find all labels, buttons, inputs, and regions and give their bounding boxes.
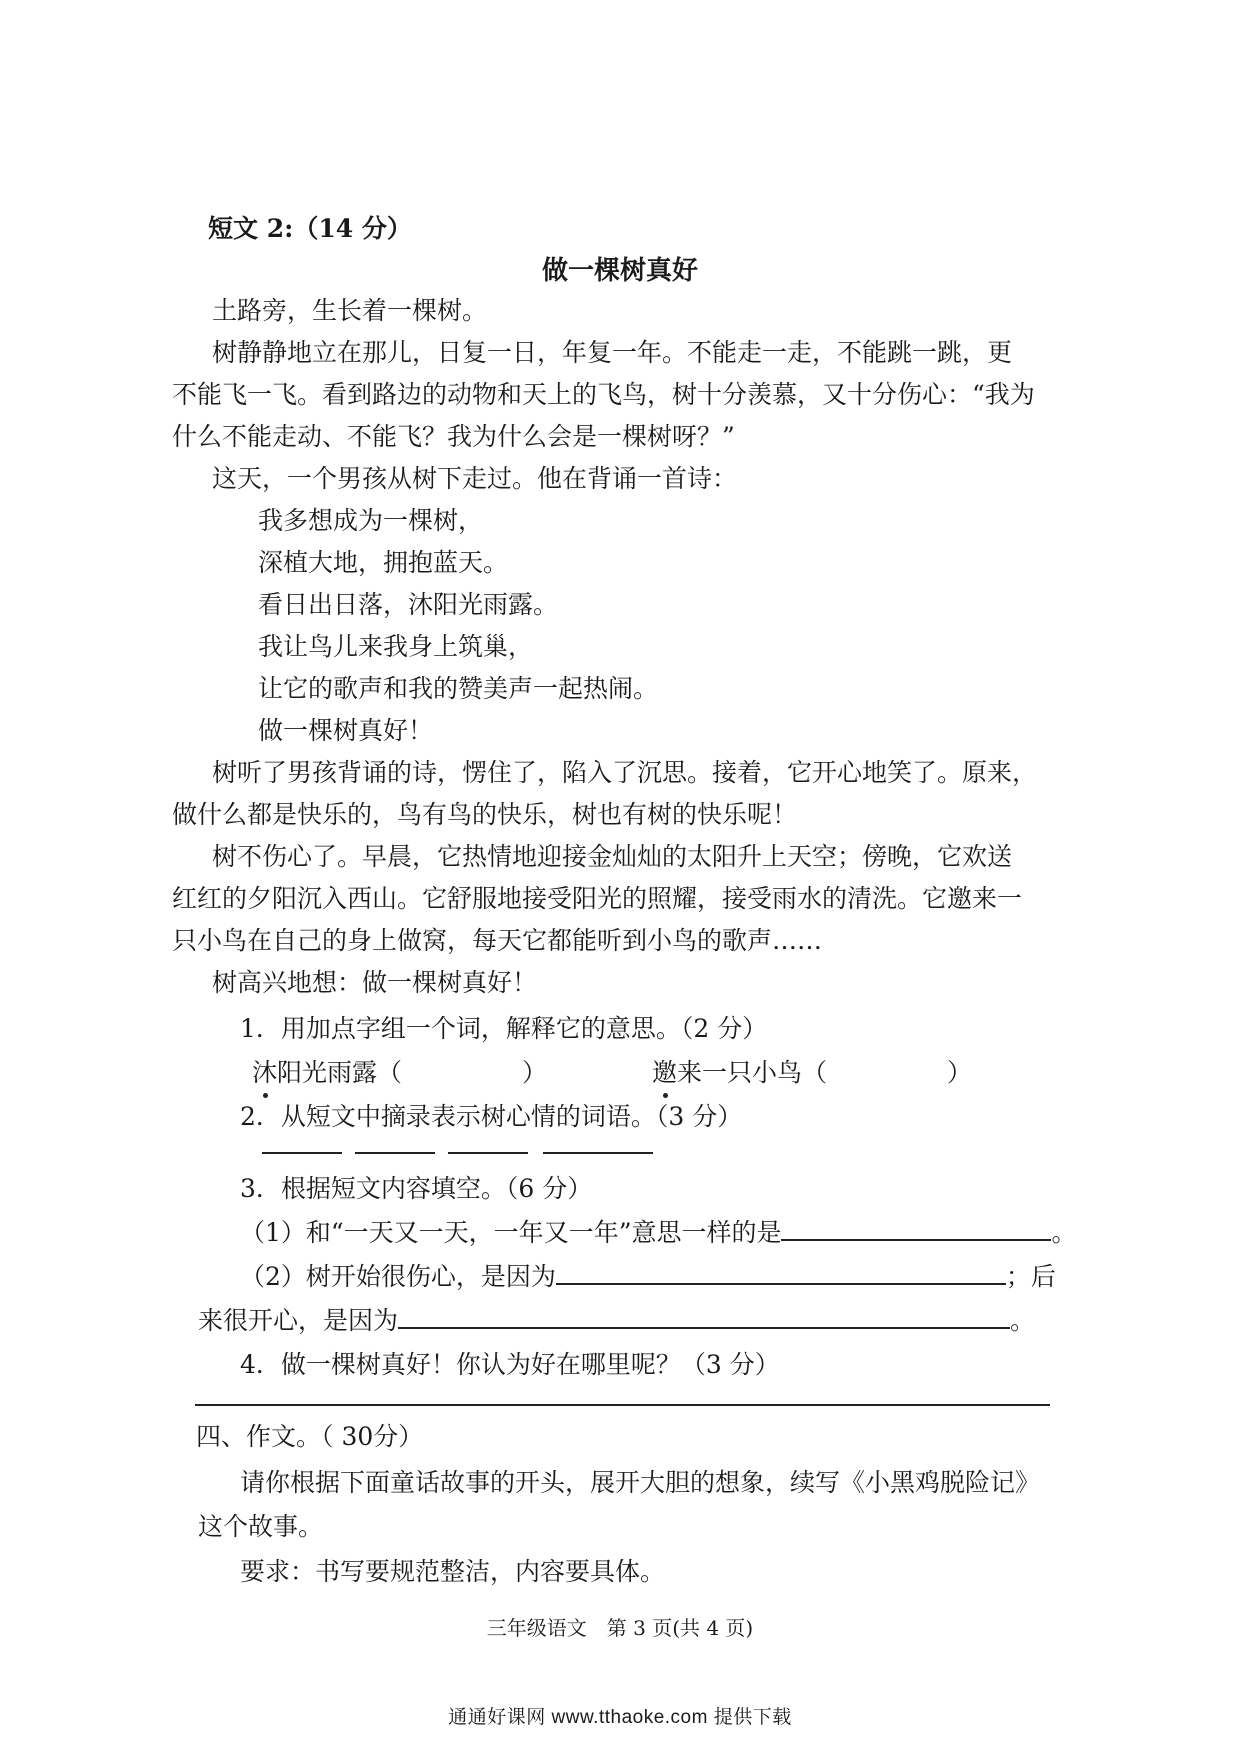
answer-line[interactable]	[195, 1404, 1050, 1406]
paragraph-5-line-3: 只小鸟在自己的身上做窝，每天它都能听到小鸟的歌声……	[172, 926, 823, 955]
item-a-text: 阳光雨露（	[277, 1058, 403, 1087]
paragraph-6: 树高兴地想：做一棵树真好！	[212, 968, 538, 997]
sub-2-cont-end: 。	[1010, 1306, 1036, 1335]
section-label: 短文 2:（14 分）	[208, 214, 412, 243]
answer-blank[interactable]	[262, 1152, 342, 1154]
question-2-prompt: 2．从短文中摘录表示树心情的词语。（3 分）	[240, 1102, 743, 1131]
paragraph-3: 这天，一个男孩从树下走过。他在背诵一首诗：	[212, 464, 738, 493]
answer-blank[interactable]	[448, 1152, 528, 1154]
poem-line: 看日出日落，沐阳光雨露。	[258, 590, 559, 619]
essay-heading: 四、作文。（ 30分）	[196, 1422, 424, 1451]
paragraph-4-line-1: 树听了男孩背诵的诗，愣住了，陷入了沉思。接着，它开心地笑了。原来，	[212, 758, 1038, 787]
question-1-item-b	[652, 1056, 972, 1090]
emphasis-dot-char: 邀	[652, 1056, 677, 1090]
sub-1-end: 。	[1051, 1218, 1077, 1247]
question-4-prompt: 4．做一棵树真好！你认为好在哪里呢？（3 分）	[240, 1350, 780, 1379]
paragraph-5-line-1: 树不伤心了。早晨，它热情地迎接金灿灿的太阳升上天空；傍晚，它欢送	[212, 842, 1013, 871]
question-1-item-a	[252, 1056, 547, 1090]
question-3-sub-2	[240, 1260, 1056, 1294]
sub-2-cont-text: 来很开心，是因为	[198, 1306, 399, 1335]
essay-requirement: 要求：书写要规范整洁，内容要具体。	[240, 1557, 666, 1586]
poem-line: 让它的歌声和我的赞美声一起热闹。	[258, 674, 659, 703]
answer-blank[interactable]	[543, 1152, 653, 1154]
item-a-close: ）	[522, 1058, 548, 1087]
passage-title: 做一棵树真好	[541, 256, 698, 286]
paragraph-2-line-2: 不能飞一飞。看到路边的动物和天上的飞鸟，树十分羡慕，又十分伤心：“我为	[172, 380, 1035, 409]
paragraph-5-line-2: 红红的夕阳沉入西山。它舒服地接受阳光的照耀，接受雨水的清洗。它邀来一	[172, 884, 1023, 913]
essay-instruction-line-1: 请你根据下面童话故事的开头，展开大胆的想象，续写《小黑鸡脱险记》	[240, 1468, 1041, 1497]
answer-blank[interactable]	[398, 1305, 1010, 1329]
question-3-sub-2-cont	[198, 1304, 1035, 1338]
answer-blank[interactable]	[355, 1152, 435, 1154]
sub-1-text: （1）和“一天又一天，一年又一年”意思一样的是	[240, 1218, 782, 1247]
paragraph-2-line-3: 什么不能走动、不能飞？我为什么会是一棵树呀？”	[172, 422, 735, 451]
emphasis-dot-char: 沐	[252, 1056, 277, 1090]
page-footer: 三年级语文 第 3 页(共 4 页)	[486, 1616, 754, 1640]
question-1-prompt: 1．用加点字组一个词，解释它的意思。（2 分）	[240, 1014, 768, 1043]
question-3-sub-1	[240, 1216, 1077, 1250]
item-b-text: 来一只小鸟（	[677, 1058, 828, 1087]
poem-line: 我让鸟儿来我身上筑巢，	[258, 632, 534, 661]
paragraph-2-line-1: 树静静地立在那儿，日复一日，年复一年。不能走一走，不能跳一跳，更	[212, 338, 1013, 367]
item-b-close: ）	[947, 1058, 973, 1087]
sub-2-text: （2）树开始很伤心，是因为	[240, 1262, 556, 1291]
poem-line: 深植大地，拥抱蓝天。	[258, 548, 509, 577]
sub-2-end: ；后	[1005, 1262, 1056, 1291]
paragraph-1: 土路旁，生长着一棵树。	[212, 296, 488, 325]
download-watermark: 通通好课网 www.tthaoke.com 提供下载	[448, 1707, 792, 1728]
paragraph-4-line-2: 做什么都是快乐的，鸟有鸟的快乐，树也有树的快乐呢！	[172, 800, 798, 829]
poem-line: 做一棵树真好！	[258, 716, 434, 745]
answer-blank[interactable]	[781, 1217, 1051, 1241]
answer-blank[interactable]	[556, 1261, 1006, 1285]
question-3-prompt: 3．根据短文内容填空。（6 分）	[240, 1174, 593, 1203]
poem-line: 我多想成为一棵树，	[258, 506, 484, 535]
essay-instruction-line-2: 这个故事。	[198, 1512, 324, 1541]
